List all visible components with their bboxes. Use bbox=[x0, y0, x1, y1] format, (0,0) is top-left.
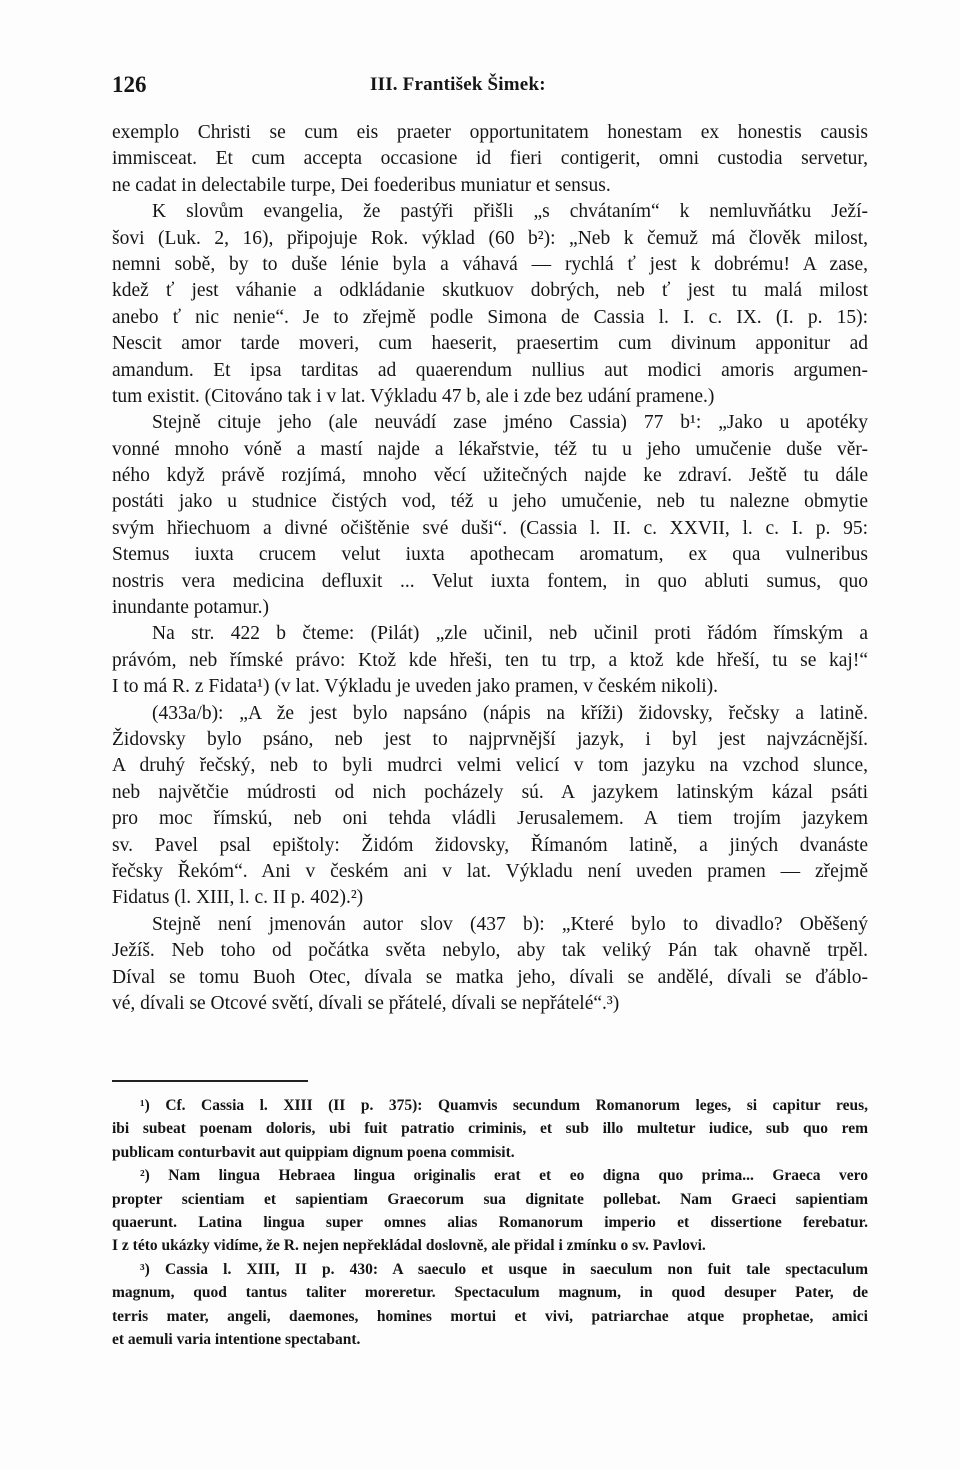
text-line: Stejně cituje jeho (ale neuvádí zase jméno Cassia) 77 b¹: „Jako u apotéky bbox=[152, 412, 868, 434]
text-line: kdež ť jest váhanie a odkládanie skutkuov dobrých, neb ť jest tu malá milost bbox=[112, 280, 868, 302]
text-line: vé, dívali se Otcové světí, dívali se přátelé, dívali se nepřátelé“.³) bbox=[112, 992, 620, 1014]
footnote-line: et aemuli varia intentione spectabant. bbox=[112, 1330, 361, 1348]
text-line: vonné mnoho vóně a mastí najde a lékařstvie, též tu u jeho umučenie duše věr- bbox=[112, 438, 868, 460]
text-line: immisceat. Et cum accepta occasione id fieri contigerit, omni custodia servetur, bbox=[112, 148, 868, 170]
text-line: Na str. 422 b čteme: (Pilát) „zle učinil, neb učinil proti řádóm římským a bbox=[152, 623, 868, 645]
text-line: Díval se tomu Buoh Otec, dívala se matka jeho, dívali se andělé, dívali se ďáblo- bbox=[112, 966, 868, 988]
text-line: nostris vera medicina defluxit ... Velut iuxta fontem, in quo abluti sumus, quo bbox=[112, 570, 868, 592]
footnote-line: ibi subeat poenam doloris, ubi fuit patratio criminis, et sub illo multetur iudice, sub quo rem bbox=[112, 1120, 868, 1138]
text-line: právóm, neb římské právo: Ktož kde hřeši, ten tu trp, a ktož kde hřeší, tu se kaj!“ bbox=[112, 649, 868, 671]
footnotes bbox=[112, 1094, 868, 1351]
text-line: ného když právě rozjímá, mnoho věcí užitečných najde ke zdraví. Ještě tu dále bbox=[112, 465, 868, 487]
footnote-line: ²) Nam lingua Hebraea lingua originalis erat et eo digna quo prima... Graeca vero bbox=[140, 1167, 868, 1185]
text-line: Stemus iuxta crucem velut iuxta apothecam aromatum, ex qua vulneribus bbox=[112, 544, 868, 566]
running-head: III. František Šimek: bbox=[370, 74, 546, 95]
footnote-line: I z této ukázky vidíme, že R. nejen nepřekládal doslovně, ale přidal i zmínku o sv. Pavlovi. bbox=[112, 1237, 706, 1255]
footnote-line: publicam conturbavit aut quippiam dignum poena commisit. bbox=[112, 1143, 515, 1161]
text-line: Fidatus (l. XIII, l. c. II p. 402).²) bbox=[112, 887, 364, 909]
text-line: exemplo Christi se cum eis praeter opportunitatem honestam ex honestis causis bbox=[112, 122, 868, 143]
text-line: nemni sobě, by to duše lénie byla a váhavá — rychlá ť jest k dobrému! A zase, bbox=[112, 253, 868, 275]
footnote-line: ¹) Cf. Cassia l. XIII (II p. 375): Quamvis secundum Romanorum leges, si capitur reus, bbox=[140, 1097, 868, 1114]
text-line: Nescit amor tarde moveri, cum haeserit, praesertim cum divinum apponitur ad bbox=[112, 333, 868, 355]
text-line: sv. Pavel psal epištoly: Židóm židovsky, Římanóm latině, a jiných dvanáste bbox=[112, 834, 868, 856]
text-line: tum existit. (Citováno tak i v lat. Výkladu 47 b, ale i zde bez udání pramene.) bbox=[112, 385, 715, 407]
page-number: 126 bbox=[112, 72, 147, 97]
text-line: neb najvětčie múdrosti od nich pocházely sú. A jazykem latinským kázal psáti bbox=[112, 781, 868, 803]
text-line: inundante potamur.) bbox=[112, 597, 270, 619]
text-line: I to má R. z Fidata¹) (v lat. Výkladu je uveden jako pramen, v českém nikoli). bbox=[112, 676, 719, 698]
text-line: šovi (Luk. 2, 16), připojuje Rok. výklad (60 b²): „Neb k čemuž má člověk milost, bbox=[112, 227, 868, 249]
footnote-line: quaerunt. Latina lingua super omnes alias Romanorum imperio et dissertione ferebatur. bbox=[112, 1213, 868, 1231]
text-line: (433a/b): „A že jest bylo napsáno (nápis na kříži) židovsky, řečsky a latině. bbox=[152, 702, 868, 724]
footnote-line: magnum, quod tantus taliter moreretur. Spectaculum magnum, in quod desuper Pater, de bbox=[112, 1284, 868, 1302]
main-text bbox=[112, 120, 868, 1017]
text-line: řečsky Řekóm“. Ani v českém ani v lat. Výkladu není uveden pramen — zřejmě bbox=[112, 860, 868, 882]
text-line: anebo ť nic nenie“. Je to zřejmě podle Simona de Cassia l. I. c. IX. (I. p. 15): bbox=[112, 306, 868, 328]
text-line: A druhý řečský, neb to byli mudrci velmi velicí v tom jazyku na vzchod slunce, bbox=[112, 755, 868, 777]
page-header bbox=[112, 72, 868, 102]
footnote-line: ³) Cassia l. XIII, II p. 430: A saeculo et usque in saeculum non fuit tale spectaculum bbox=[140, 1260, 868, 1278]
text-line: Stejně není jmenován autor slov (437 b): „Které bylo to divadlo? Oběšený bbox=[152, 913, 868, 935]
text-line: amandum. Et ipsa tarditas ad quaerendum nullius aut modici amoris argumen- bbox=[112, 359, 868, 381]
text-line: Ježíš. Neb toho od počátka světa nebylo, aby tak veliký Pán tak ohavně trpěl. bbox=[112, 940, 868, 962]
footnote-divider bbox=[112, 1080, 308, 1082]
text-line: K slovům evangelia, že pastýři přišli „s chvátaním“ k nemluvňátku Ježí- bbox=[152, 201, 868, 223]
footnote-line: propter scientiam et sapientiam Graecorum sua dignitate pollebat. Nam Graeci sapientiam bbox=[112, 1190, 868, 1208]
text-line: pro moc římskú, neb oni tehda vládli Jerusalemem. A tiem trojím jazykem bbox=[112, 808, 868, 830]
text-line: postáti jako u studnice čistých vod, též u jeho umučenie, neb tu nalezne obmytie bbox=[112, 491, 868, 513]
text-line: Židovsky bylo psáno, neb jest to najprvnější jazyk, i byl jest najvzácnější. bbox=[112, 728, 868, 750]
text-line: svým hřiechuom a divné očištěnie své duši“. (Cassia l. II. c. XXVII, l. c. I. p. 95: bbox=[112, 517, 868, 539]
text-line: ne cadat in delectabile turpe, Dei foederibus muniatur et sensus. bbox=[112, 174, 611, 196]
footnote-line: terris mater, angeli, daemones, homines mortui et vivi, patriarchae atque prophetae, amici bbox=[112, 1307, 868, 1325]
